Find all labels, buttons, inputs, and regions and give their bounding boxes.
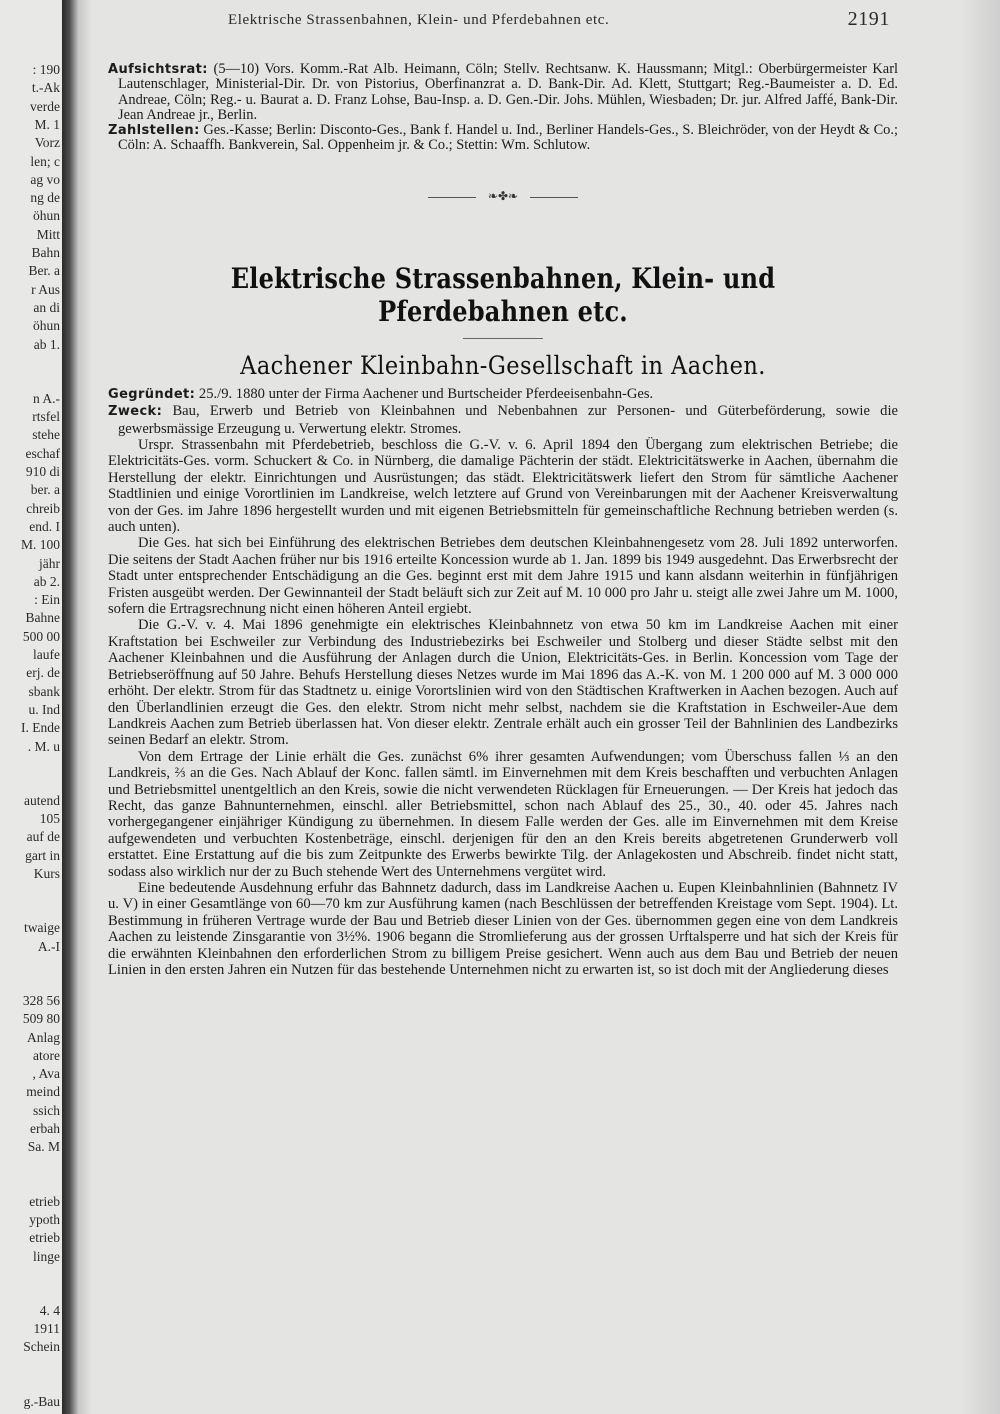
body-paragraph-3: Die G.-V. v. 4. Mai 1896 genehmigte ein elektrisches Kleinbahnnetz von etwa 50 km im Landkreise Aachen mit einer Kraftstation bei Eschweiler zur Verbindung des Industriebezirks bei Eschweiler und Stolberg und dieser Städte selbst mit den Aachener Kleinbahnen und die Ausführung der Anlagen durch die Union, Elektricitäts-Ges. in Berlin. Koncession vom Tage der Betriebseröffnung auf 50 Jahre. Behufs Herstellung dieses Netzes wurde im Mai 1896 das A.-K. von M. 1 200 000 auf M. 3 000 000 erhöht. Der elektr. Strom für das Stadtnetz u. einige Vorortslinien wird von den Städtischen Kraftwerken in Aachen bezogen. Auch auf den Überlandlinien erzeugt die Ges. den elektr. Strom nicht mehr selbst, nachdem sie die Kraftstation in Eschweiler-Aue dem Landkreis Aachen zum Betrieb überlassen hat. Von dieser elektr. Zentrale erhält auch ein grosser Teil der Bahnlinien des Landbezirks seinen Bedarf an elektr. Strom. (108, 617, 898, 749)
prev-page-line: meind (26, 1084, 60, 1100)
prev-page-line: Schein (23, 1339, 60, 1355)
gegruendet-label: Gegründet: (108, 386, 196, 402)
aufsichtsrat-text: (5—10) Vors. Komm.-Rat Alb. Heimann, Cöln; Stellv. Rechtsanw. K. Haussmann; Mitgl.: Oberbürgermeister Karl Lautenschlager, Ministerial-Dir. Dr. von Pistorius, Oberfinanzrat a. D. Bank-Dir. Ad. Klett, Stuttgart; Reg.-Baumeister a. D. Ed. Andreae, Cöln; Reg.- u. Baurat a. D. Franz Lohse, Bau-Insp. a. D. Gen.-Dir. Johs. Mühlen, Wiesbaden; Dr. jur. Alfred Jaffé, Bank-Dir. Jean Andreae jr., Berlin. (118, 61, 898, 123)
prev-page-line: sbank (28, 683, 60, 699)
prev-page-line: ssich (33, 1102, 60, 1118)
page-number: 2191 (847, 8, 890, 30)
prev-page-line: ab 1. (33, 336, 60, 352)
ornament-icon: ❧✤❧ (487, 188, 519, 203)
book-gutter (62, 0, 92, 1414)
prev-page-line: u. Ind (28, 701, 60, 717)
prev-page-line: etrieb (29, 1230, 60, 1246)
ornament-rule-right (530, 197, 578, 198)
prev-page-line: : 190 (32, 62, 60, 77)
body-paragraph-1: Urspr. Strassenbahn mit Pferdebetrieb, beschloss die G.-V. v. 6. April 1894 den Übergang zum elektrischen Betriebe; die Elektricitäts-Ges. vorm. Schuckert & Co. in Nürnberg, die damalige Pächterin der städt. Elektricitätswerke in Aachen, übernahm die Herstellung der elektr. Einrichtungen und Ausrüstungen; das städt. Elektricitätswerk liefert den Strom für sämtliche Aachener Stadtlinien und einige Vorortlinien im Landkreise, welch letztere auf Grund von Vereinbarungen mit der Aachener Kreisverwaltung von der Ges. im Jahre 1896 hergestellt wurden und mit eigenen Betriebsmitteln für gemeinschaftliche Rechnung betrieben werden (s. auch unten). (108, 437, 898, 536)
zweck-paragraph (108, 403, 898, 437)
prev-page-line: öhun (33, 318, 60, 334)
prev-page-line: r Aus (31, 281, 60, 297)
prev-page-line: ag vo (30, 171, 60, 187)
page-content (108, 8, 898, 978)
prev-page-line: Bahne (25, 610, 60, 626)
prev-page-line: chreib (26, 500, 60, 516)
zahlstellen-label: Zahlstellen: (108, 123, 200, 139)
aufsichtsrat-paragraph (108, 62, 898, 123)
header-block (108, 62, 898, 154)
ornament-rule-left (428, 197, 476, 198)
prev-page-line: verde (30, 98, 60, 114)
prev-page-line: erj. de (26, 665, 60, 681)
body-paragraph-4: Von dem Ertrage der Linie erhält die Ges. zunächst 6% ihrer gesamten Aufwendungen; vom Überschuss fallen ⅓ an den Landkreis, ⅔ an die Ges. Nach Ablauf der Konc. fallen sämtl. im Einvernehmen mit dem Kreis beschafften und verbuchten Anlagen und Betriebsmittel unentgeltlich an den Kreis, sowie die nicht verwendeten Rücklagen für Erneuerungen. — Der Kreis hat jedoch das Recht, das ganze Bahnunternehmen, einschl. aller Betriebsmittel, schon nach Ablauf des 25., 30., 40. oder 45. Jahres nach vorhergegangener einjähriger Kündigung zu übernehmen. In diesem Falle werden der Ges. alle im Einvernehmen mit dem Kreise aufgewendeten und verbuchten Kostenbeträge, einschl. derjenigen für den an den Kreis bereits abgetretenen Grunderwerb voll erstattet. Eine Erstattung auf die bis zum Zeitpunkte des Erwerbs bewirkte Tilg. der Anlagekosten und Abschreib. findet nicht statt, sodass also wirklich nur der zu Buch stehende Wert des Unternehmens vergütet wird. (108, 748, 898, 880)
prev-page-line: . M. u (27, 738, 60, 754)
prev-page-line: A.-I (37, 938, 60, 954)
prev-page-line: an di (33, 299, 60, 315)
prev-page-line: Vorz (34, 135, 60, 151)
body-paragraph-2: Die Ges. hat sich bei Einführung des elektrischen Betriebes dem deutschen Kleinbahnengesetz vom 28. Juli 1892 unterworfen. Die seitens der Stadt Aachen früher nur bis 1916 erteilte Koncession wurde ab 1. Jan. 1899 bis 1949 ausgedehnt. Das Erwerbsrecht der Stadt unter entsprechender Entschädigung an die Ges. beginnt erst mit dem Jahre 1915 und kann alsdann weiterhin in fünfjährigen Fristen ausgeübt werden. Der Gewinnanteil der Stadt beläuft sich zur Zeit auf M. 10 000 pro Jahr u. steigt alle zwei Jahre um M. 1000, sofern die Ertragsrechnung nicht einen höheren Anteil ergiebt. (108, 535, 898, 618)
prev-page-line: linge (33, 1248, 60, 1264)
prev-page-line: rtsfel (32, 409, 60, 425)
prev-page-line: twaige (24, 920, 60, 936)
prev-page-line: Mitt (36, 226, 60, 242)
prev-page-line: 509 80 (22, 1011, 60, 1027)
prev-page-line: ypoth (29, 1211, 60, 1227)
prev-page-line: t.-Ak (31, 80, 60, 96)
prev-page-line: , Ava (32, 1066, 60, 1082)
prev-page-line: eschaf (25, 445, 60, 461)
prev-page-line: ng de (30, 190, 60, 206)
prev-page-line: 500 00 (22, 628, 60, 644)
prev-page-line: Kurs (33, 866, 60, 881)
prev-page-line: erbah (30, 1121, 60, 1136)
company-body (108, 386, 898, 979)
aufsichtsrat-label: Aufsichtsrat: (108, 62, 208, 77)
prev-page-line: ab 2. (33, 573, 60, 589)
prev-page-line: n A.- (33, 390, 60, 406)
company-title: Aachener Kleinbahn-Gesellschaft in Aachen. (240, 350, 766, 380)
prev-page-line: I. Ende (21, 720, 60, 736)
zahlstellen-text: Ges.-Kasse; Berlin: Disconto-Ges., Bank f. Handel u. Ind., Berliner Handels-Ges., S. Bleichröder, von der Heydt & Co.; Cöln: A. Schaaffh. Bankverein, Sal. Oppenheim jr. & Co.; Stettin: Wm. Schlutow. (118, 122, 898, 154)
prev-page-line: Sa. M (27, 1139, 60, 1155)
prev-page-line: end. I (29, 518, 60, 534)
prev-page-line: g.-Bau (23, 1393, 60, 1409)
running-head (108, 8, 898, 42)
prev-page-line: jähr (39, 555, 60, 571)
prev-page-line: Ber. a (28, 263, 60, 279)
prev-page-line: laufe (33, 647, 60, 662)
prev-page-line: 105 (39, 811, 60, 827)
zweck-text: Bau, Erwerb und Betrieb von Kleinbahnen und Nebenbahnen zur Personen- und Güterbeförderung, sowie die gewerbsmässige Erzeugung u. Verwertung elektr. Stromes. (118, 403, 898, 437)
prev-page-line: atore (33, 1047, 60, 1063)
gegruendet-paragraph (108, 386, 898, 403)
prev-page-line: Bahn (31, 245, 60, 260)
gegruendet-text: 25./9. 1880 unter der Firma Aachener und Burtscheider Pferdeeisenbahn-Ges. (198, 385, 654, 402)
prev-page-line: 4. 4 (39, 1302, 60, 1318)
previous-page-fragment (0, 0, 62, 1414)
prev-page-line: ber. a (30, 482, 60, 498)
prev-page-line: Anlag (27, 1029, 60, 1045)
body-paragraph-5: Eine bedeutende Ausdehnung erfuhr das Bahnnetz dadurch, dass im Landkreise Aachen u. Eupen Kleinbahnlinien (Bahnnetz IV u. V) in einer Gesamtlänge von 60—70 km zur Ausführung kamen (nach Beschlüssen der betreffenden Kreistage vom Sept. 1904). Lt. Bestimmung in früheren Vertrage wurde der Bau und Betrieb dieser Linien von der Ges. übernommen gegen eine von dem Landkreis Aachen zu leistende Zinsgarantie von 3½%. 1906 begann die Stromlieferung aus der grossen Urftalsperre und hat sich der Kreis für die erwähnten Kleinbahnen den erforderlichen Strom zu billigem Preise gesichert. Wenn auch aus dem Bau und Betrieb der neuen Linien in den ersten Jahren ein Nutzen für das bestehende Unternehmen nicht zu erwarten ist, so ist doch mit der Angliederung dieses (108, 879, 898, 978)
section-title: Elektrische Strassenbahnen, Klein- und Pferdebahnen etc. (230, 261, 776, 328)
running-head-title: Elektrische Strassenbahnen, Klein- und Pferdebahnen etc. (228, 12, 610, 28)
prev-page-line: 910 di (25, 464, 60, 479)
ornament-divider (428, 188, 578, 203)
prev-page-line: : Ein (34, 592, 60, 608)
prev-page-line: 1911 (33, 1321, 60, 1337)
page-edge-shadow (960, 0, 1000, 1414)
prev-page-line: etrieb (29, 1193, 60, 1209)
prev-page-line: M. 100 (20, 537, 60, 553)
prev-page-line: gart in (25, 847, 60, 863)
prev-page-line: len; c (30, 153, 60, 169)
prev-page-line: M. 1 (34, 116, 60, 132)
prev-page-line: auf de (26, 829, 60, 845)
prev-page-line: stehe (32, 427, 60, 443)
section-rule (463, 338, 543, 339)
prev-page-line: 328 56 (22, 992, 60, 1008)
zahlstellen-paragraph (108, 123, 898, 154)
prev-page-line: öhun (33, 208, 60, 224)
prev-page-line: autend (24, 792, 60, 808)
zweck-label: Zweck: (108, 404, 163, 420)
